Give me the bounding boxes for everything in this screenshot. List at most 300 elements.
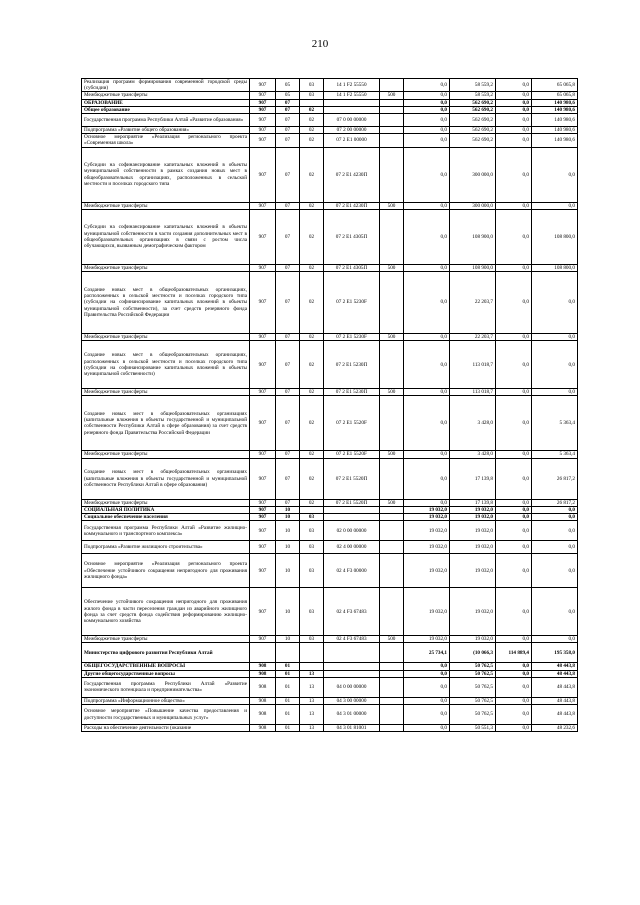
amount-1: 0,0 [404, 127, 450, 134]
table-row [82, 334, 578, 341]
amount-1: 19 032,0 [404, 588, 450, 636]
section-code: 01 [276, 670, 300, 677]
target-article-code: 07 2 E1 5230П [324, 341, 380, 389]
row-name: СОЦИАЛЬНАЯ ПОЛИТИКА [82, 506, 250, 513]
ministry-code: 907 [250, 272, 276, 334]
section-code: 10 [276, 636, 300, 643]
amount-2: 562 690,2 [450, 127, 496, 134]
amount-2: 19 032,0 [450, 636, 496, 643]
section-code: 07 [276, 264, 300, 271]
ministry-code: 907 [250, 554, 276, 588]
ministry-code: 907 [250, 521, 276, 541]
amount-3: 0,0 [496, 663, 532, 670]
amount-3: 0,0 [496, 588, 532, 636]
amount-4: 195 358,0 [532, 643, 578, 663]
subsection-code: 02 [300, 106, 324, 113]
amount-3: 0,0 [496, 209, 532, 264]
row-name: Социальное обеспечение населения [82, 514, 250, 521]
subsection-code: 02 [300, 147, 324, 202]
table-row [82, 396, 578, 451]
row-name: Подпрограмма «Информационное общество» [82, 697, 250, 704]
ministry-code: 908 [250, 663, 276, 670]
ministry-code: 907 [250, 209, 276, 264]
target-article-code [324, 99, 380, 106]
section-code: 05 [276, 79, 300, 92]
amount-2: 300 000,0 [450, 147, 496, 202]
amount-3: 0,0 [496, 554, 532, 588]
amount-2: 3 428,0 [450, 451, 496, 458]
section-code: 07 [276, 389, 300, 396]
amount-2: 19 032,0 [450, 514, 496, 521]
amount-1: 0,0 [404, 396, 450, 451]
ministry-code [250, 643, 276, 663]
subsection-code: 02 [300, 272, 324, 334]
table-row [82, 705, 578, 725]
amount-3: 0,0 [496, 106, 532, 113]
row-name: Межбюджетные трансферты [82, 499, 250, 506]
subsection-code: 03 [300, 554, 324, 588]
target-article-code: 07 2 00 00000 [324, 127, 380, 134]
amount-4: 0,0 [532, 202, 578, 209]
target-article-code: 04 3 00 00000 [324, 697, 380, 704]
amount-2: 58 559,2 [450, 92, 496, 99]
row-name: Основное мероприятие «Реализация регионального проекта «Обеспечение устойчивого сокращения непригодного для проживания жилищного фонда» [82, 554, 250, 588]
amount-1: 0,0 [404, 99, 450, 106]
row-name: ОБЩЕГОСУДАРСТВЕННЫЕ ВОПРОСЫ [82, 663, 250, 670]
amount-4: 0,0 [532, 636, 578, 643]
expense-type-code [380, 506, 404, 513]
target-article-code: 02 0 00 00000 [324, 521, 380, 541]
amount-3: 0,0 [496, 499, 532, 506]
amount-2: 108 900,0 [450, 264, 496, 271]
amount-2: 50 762,5 [450, 670, 496, 677]
amount-1: 0,0 [404, 106, 450, 113]
row-name: Создание новых мест в общеобразовательных организациях, расположенных в сельской местности и поселках городского типа (субсидии на софинансирование капитальных вложений в объекты муниципальной собственности), за счет средств резервного фонда Правительства Российской Федерации [82, 272, 250, 334]
amount-3: 0,0 [496, 396, 532, 451]
amount-1: 0,0 [404, 697, 450, 704]
ministry-code: 907 [250, 588, 276, 636]
subsection-code: 13 [300, 697, 324, 704]
amount-2: 22 203,7 [450, 272, 496, 334]
row-name: Расходы на обеспечение деятельности (оказание [82, 725, 250, 732]
amount-4: 48 443,8 [532, 677, 578, 697]
amount-1: 0,0 [404, 341, 450, 389]
amount-2: 19 032,0 [450, 541, 496, 554]
target-article-code: 07 2 E1 4230П [324, 202, 380, 209]
amount-4: 5 363,4 [532, 396, 578, 451]
target-article-code: 07 0 00 00000 [324, 114, 380, 127]
expense-type-code: 500 [380, 389, 404, 396]
amount-1: 0,0 [404, 147, 450, 202]
amount-1: 0,0 [404, 272, 450, 334]
amount-4: 0,0 [532, 341, 578, 389]
expense-type-code [380, 127, 404, 134]
table-row [82, 554, 578, 588]
ministry-code: 907 [250, 134, 276, 147]
subsection-code: 13 [300, 670, 324, 677]
subsection-code: 02 [300, 499, 324, 506]
amount-3: 0,0 [496, 202, 532, 209]
table-row [82, 114, 578, 127]
target-article-code: 14 1 F2 55550 [324, 92, 380, 99]
expense-type-code [380, 541, 404, 554]
subsection-code [300, 506, 324, 513]
expense-type-code [380, 458, 404, 499]
subsection-code: 02 [300, 134, 324, 147]
table-row [82, 451, 578, 458]
amount-3: 0,0 [496, 705, 532, 725]
target-article-code: 07 2 E1 5230П [324, 389, 380, 396]
amount-4: 48 443,8 [532, 705, 578, 725]
amount-2: 50 762,5 [450, 705, 496, 725]
target-article-code: 07 2 E1 4305П [324, 264, 380, 271]
target-article-code: 07 2 E1 5520П [324, 458, 380, 499]
ministry-code: 907 [250, 79, 276, 92]
subsection-code [300, 643, 324, 663]
amount-3: 0,0 [496, 506, 532, 513]
subsection-code [300, 99, 324, 106]
ministry-code: 907 [250, 114, 276, 127]
section-code: 07 [276, 99, 300, 106]
amount-4: 140 980,6 [532, 106, 578, 113]
section-code: 01 [276, 677, 300, 697]
amount-2: 19 032,0 [450, 521, 496, 541]
expense-type-code: 500 [380, 334, 404, 341]
section-code: 07 [276, 396, 300, 451]
section-code: 07 [276, 272, 300, 334]
row-name: ОБРАЗОВАНИЕ [82, 99, 250, 106]
ministry-code: 907 [250, 99, 276, 106]
amount-2: 58 559,2 [450, 79, 496, 92]
expense-type-code: 500 [380, 264, 404, 271]
amount-1: 0,0 [404, 670, 450, 677]
amount-1: 0,0 [404, 499, 450, 506]
row-name: Субсидии на софинансирование капитальных вложений в объекты муниципальной собственности в части создания дополнительных мест в общеобразовательных организациях в связи с ростом числа обучающихся, вызванным демографическим фактором [82, 209, 250, 264]
subsection-code: 02 [300, 264, 324, 271]
target-article-code: 07 2 E1 5520F [324, 396, 380, 451]
row-name: Основное мероприятие «Повышение качества предоставления и доступности государственных и муниципальных услуг» [82, 705, 250, 725]
amount-2: 17 139,8 [450, 458, 496, 499]
amount-3: 0,0 [496, 670, 532, 677]
table-row [82, 725, 578, 732]
expense-type-code: 500 [380, 92, 404, 99]
subsection-code: 02 [300, 396, 324, 451]
amount-2: 50 762,5 [450, 677, 496, 697]
ministry-code: 907 [250, 92, 276, 99]
amount-1: 0,0 [404, 725, 450, 732]
table-row [82, 506, 578, 513]
section-code: 01 [276, 663, 300, 670]
budget-table [81, 78, 578, 732]
expense-type-code [380, 643, 404, 663]
amount-2: 19 032,0 [450, 588, 496, 636]
table-row [82, 209, 578, 264]
amount-4: 48 443,8 [532, 670, 578, 677]
target-article-code [324, 106, 380, 113]
expense-type-code: 500 [380, 636, 404, 643]
amount-1: 19 032,0 [404, 636, 450, 643]
subsection-code: 02 [300, 334, 324, 341]
ministry-code: 908 [250, 697, 276, 704]
expense-type-code [380, 272, 404, 334]
subsection-code: 13 [300, 705, 324, 725]
row-name: Создание новых мест в общеобразовательных организациях (капитальные вложения в объекты государственной и муниципальной собственности Республики Алтай в сфере образования) [82, 458, 250, 499]
section-code: 01 [276, 725, 300, 732]
section-code: 07 [276, 202, 300, 209]
subsection-code: 02 [300, 209, 324, 264]
amount-3: 0,0 [496, 677, 532, 697]
expense-type-code [380, 705, 404, 725]
row-name: Межбюджетные трансферты [82, 202, 250, 209]
table-row [82, 636, 578, 643]
subsection-code: 03 [300, 514, 324, 521]
subsection-code: 03 [300, 79, 324, 92]
amount-3: 0,0 [496, 697, 532, 704]
section-code [276, 643, 300, 663]
expense-type-code [380, 114, 404, 127]
expense-type-code: 500 [380, 499, 404, 506]
amount-4: 26 817,2 [532, 499, 578, 506]
amount-4: 0,0 [532, 334, 578, 341]
amount-1: 19 032,0 [404, 506, 450, 513]
ministry-code: 907 [250, 127, 276, 134]
row-name: Подпрограмма «Развитие жилищного строительства» [82, 541, 250, 554]
table-row [82, 264, 578, 271]
subsection-code: 03 [300, 92, 324, 99]
amount-1: 0,0 [404, 705, 450, 725]
ministry-code: 907 [250, 506, 276, 513]
ministry-code: 907 [250, 147, 276, 202]
amount-3: 0,0 [496, 99, 532, 106]
amount-1: 19 032,0 [404, 554, 450, 588]
table-row [82, 521, 578, 541]
section-code: 07 [276, 114, 300, 127]
expense-type-code: 500 [380, 202, 404, 209]
table-row [82, 79, 578, 92]
table-row [82, 670, 578, 677]
expense-type-code [380, 396, 404, 451]
table-row [82, 588, 578, 636]
ministry-code: 908 [250, 705, 276, 725]
target-article-code: 04 0 00 00000 [324, 677, 380, 697]
amount-1: 25 734,1 [404, 643, 450, 663]
expense-type-code [380, 670, 404, 677]
target-article-code: 02 4 00 00000 [324, 541, 380, 554]
row-name: Создание новых мест в общеобразовательных организациях, расположенных в сельской местности и поселках городского типа (субсидии на софинансирование капитальных вложений в объекты муниципальной собственности) [82, 341, 250, 389]
amount-3: 0,0 [496, 521, 532, 541]
expense-type-code [380, 521, 404, 541]
amount-3: 0,0 [496, 92, 532, 99]
subsection-code: 02 [300, 458, 324, 499]
section-code: 07 [276, 147, 300, 202]
row-name: Основное мероприятие «Реализация регионального проекта «Современная школа» [82, 134, 250, 147]
row-name: Межбюджетные трансферты [82, 264, 250, 271]
amount-4: 108 800,0 [532, 264, 578, 271]
amount-2: 50 762,5 [450, 663, 496, 670]
subsection-code [300, 663, 324, 670]
section-code: 10 [276, 554, 300, 588]
subsection-code: 13 [300, 725, 324, 732]
expense-type-code [380, 725, 404, 732]
table-row [82, 99, 578, 106]
section-code: 05 [276, 92, 300, 99]
amount-2: 562 690,2 [450, 99, 496, 106]
amount-3: 0,0 [496, 389, 532, 396]
table-row [82, 697, 578, 704]
target-article-code [324, 670, 380, 677]
amount-1: 19 032,0 [404, 514, 450, 521]
ministry-code: 907 [250, 458, 276, 499]
amount-4: 0,0 [532, 514, 578, 521]
expense-type-code [380, 209, 404, 264]
ministry-code: 907 [250, 636, 276, 643]
expense-type-code [380, 677, 404, 697]
row-name: Межбюджетные трансферты [82, 334, 250, 341]
amount-4: 0,0 [532, 147, 578, 202]
section-code: 07 [276, 334, 300, 341]
table-row [82, 643, 578, 663]
target-article-code [324, 643, 380, 663]
target-article-code: 07 2 E1 5230F [324, 272, 380, 334]
row-name: Межбюджетные трансферты [82, 389, 250, 396]
ministry-code: 907 [250, 514, 276, 521]
amount-4: 108 800,0 [532, 209, 578, 264]
amount-3: 0,0 [496, 334, 532, 341]
target-article-code: 07 2 E1 5520F [324, 451, 380, 458]
target-article-code: 07 2 E1 4305П [324, 209, 380, 264]
table-row [82, 127, 578, 134]
amount-1: 0,0 [404, 79, 450, 92]
table-row [82, 677, 578, 697]
expense-type-code [380, 697, 404, 704]
ministry-code: 907 [250, 396, 276, 451]
amount-2: 562 690,2 [450, 114, 496, 127]
amount-3: 0,0 [496, 451, 532, 458]
subsection-code: 03 [300, 636, 324, 643]
amount-3: 0,0 [496, 541, 532, 554]
amount-1: 0,0 [404, 92, 450, 99]
section-code: 07 [276, 451, 300, 458]
row-name: Государственная программа Республики Алтай «Развитие экономического потенциала и предпринимательства» [82, 677, 250, 697]
amount-2: 108 900,0 [450, 209, 496, 264]
amount-2: 3 428,0 [450, 396, 496, 451]
amount-4: 0,0 [532, 521, 578, 541]
subsection-code: 02 [300, 389, 324, 396]
amount-2: 50 551,3 [450, 725, 496, 732]
table-row [82, 389, 578, 396]
target-article-code: 07 2 E1 4230П [324, 147, 380, 202]
amount-1: 0,0 [404, 451, 450, 458]
amount-4: 0,0 [532, 506, 578, 513]
amount-1: 0,0 [404, 209, 450, 264]
section-code: 07 [276, 209, 300, 264]
ministry-code: 907 [250, 106, 276, 113]
section-code: 07 [276, 458, 300, 499]
expense-type-code [380, 588, 404, 636]
target-article-code [324, 506, 380, 513]
amount-3: 0,0 [496, 725, 532, 732]
amount-4: 140 980,6 [532, 114, 578, 127]
expense-type-code [380, 663, 404, 670]
ministry-code: 908 [250, 670, 276, 677]
ministry-code: 907 [250, 264, 276, 271]
section-code: 10 [276, 506, 300, 513]
amount-2: (10 066,3 [450, 643, 496, 663]
section-code: 01 [276, 705, 300, 725]
ministry-code: 907 [250, 451, 276, 458]
expense-type-code [380, 147, 404, 202]
amount-4: 48 443,8 [532, 697, 578, 704]
row-name: Создание новых мест в общеобразовательных организациях (капитальные вложения в объекты государственной и муниципальной собственности Республики Алтай в сфере образования) за счет средств резервного фонда Правительства Российской Федерации [82, 396, 250, 451]
target-article-code: 07 2 E1 5230F [324, 334, 380, 341]
section-code: 07 [276, 499, 300, 506]
page-number: 210 [311, 38, 329, 50]
row-name: Другие общегосударственные вопросы [82, 670, 250, 677]
amount-1: 19 032,0 [404, 541, 450, 554]
amount-1: 0,0 [404, 677, 450, 697]
amount-3: 0,0 [496, 458, 532, 499]
expense-type-code [380, 134, 404, 147]
amount-1: 0,0 [404, 389, 450, 396]
subsection-code: 02 [300, 114, 324, 127]
table-row [82, 92, 578, 99]
amount-3: 0,0 [496, 272, 532, 334]
target-article-code [324, 663, 380, 670]
amount-2: 22 203,7 [450, 334, 496, 341]
ministry-code: 908 [250, 725, 276, 732]
amount-4: 140 980,6 [532, 127, 578, 134]
subsection-code: 03 [300, 521, 324, 541]
amount-3: 0,0 [496, 514, 532, 521]
ministry-code: 908 [250, 677, 276, 697]
section-code: 10 [276, 541, 300, 554]
table-row [82, 147, 578, 202]
amount-4: 5 363,4 [532, 451, 578, 458]
ministry-code: 907 [250, 341, 276, 389]
target-article-code: 14 1 F2 55550 [324, 79, 380, 92]
row-name: Государственная программа Республики Алтай «Развитие жилищно-коммунального и транспортного комплекса» [82, 521, 250, 541]
amount-3: 0,0 [496, 264, 532, 271]
amount-3: 0,0 [496, 341, 532, 389]
amount-2: 50 762,5 [450, 697, 496, 704]
table-row [82, 541, 578, 554]
subsection-code: 02 [300, 451, 324, 458]
row-name: Государственная программа Республики Алтай «Развитие образования» [82, 114, 250, 127]
row-name: Межбюджетные трансферты [82, 451, 250, 458]
table-row [82, 514, 578, 521]
ministry-code: 907 [250, 541, 276, 554]
section-code: 01 [276, 697, 300, 704]
subsection-code: 03 [300, 541, 324, 554]
expense-type-code [380, 79, 404, 92]
target-article-code: 04 3 01 81001 [324, 725, 380, 732]
table-row [82, 134, 578, 147]
amount-4: 0,0 [532, 272, 578, 334]
row-name: Реализация программ формирования современной городской среды (субсидии) [82, 79, 250, 92]
row-name: Обеспечение устойчивого сокращения непригодного для проживания жилого фонда в части переселения граждан из аварийного жилищного фонда за счет средств фонда содействия реформированию жилищно-коммунального хозяйства [82, 588, 250, 636]
amount-1: 0,0 [404, 134, 450, 147]
subsection-code: 02 [300, 127, 324, 134]
amount-1: 0,0 [404, 334, 450, 341]
expense-type-code [380, 99, 404, 106]
amount-2: 19 032,0 [450, 506, 496, 513]
row-name: Межбюджетные трансферты [82, 636, 250, 643]
target-article-code: 02 4 F3 00000 [324, 554, 380, 588]
ministry-code: 907 [250, 389, 276, 396]
table-row [82, 663, 578, 670]
amount-4: 48 232,6 [532, 725, 578, 732]
amount-2: 17 139,8 [450, 499, 496, 506]
